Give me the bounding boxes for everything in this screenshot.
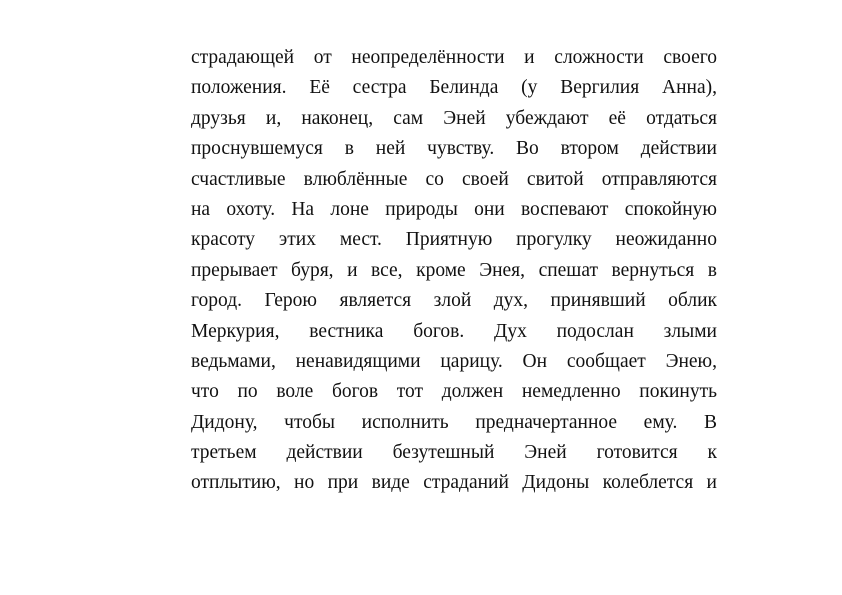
text-line: на охоту. На лоне природы они воспевают спокойную bbox=[191, 198, 717, 220]
text-line: красоту этих мест. Приятную прогулку неожиданно bbox=[191, 229, 717, 251]
text-line: прерывает буря, и все, кроме Энея, спешат вернуться в bbox=[191, 259, 717, 281]
text-line: ведьмами, ненавидящими царицу. Он сообщает Энею, bbox=[191, 350, 717, 372]
text-line: положения. Её сестра Белинда (у Вергилия Анна), bbox=[191, 77, 717, 99]
text-line: счастливые влюблённые со своей свитой отправляются bbox=[191, 168, 717, 190]
text-line: проснувшемуся в ней чувству. Во втором действии bbox=[191, 138, 717, 160]
body-text bbox=[191, 43, 717, 499]
text-line: друзья и, наконец, сам Эней убеждают её отдаться bbox=[191, 107, 717, 129]
text-line: страдающей от неопределённости и сложности своего bbox=[191, 47, 717, 68]
text-line: что по воле богов тот должен немедленно покинуть bbox=[191, 381, 717, 403]
text-line: город. Герою является злой дух, принявший облик bbox=[191, 290, 717, 312]
text-line: третьем действии безутешный Эней готовится к bbox=[191, 442, 717, 464]
text-line: Дидону, чтобы исполнить предначертанное ему. В bbox=[191, 411, 717, 433]
text-line: отплытию, но при виде страданий Дидоны колеблется и bbox=[191, 472, 717, 494]
text-line: Меркурия, вестника богов. Дух подослан злыми bbox=[191, 320, 717, 342]
